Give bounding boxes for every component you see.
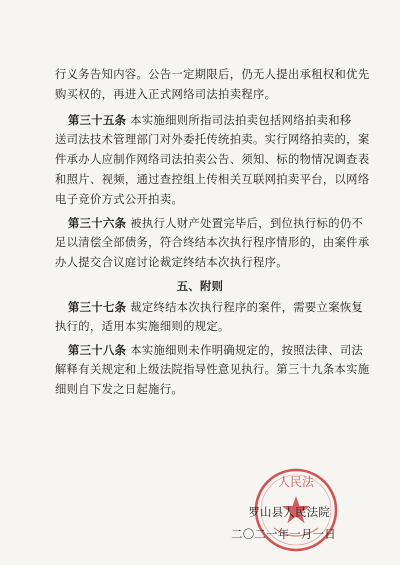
body-line-2: 购买权的，再进入正式网络司法拍卖程序。 [55,88,277,101]
article-35-number: 第三十五条 [68,113,127,127]
seal-text: 人民法 [277,475,315,489]
section-heading: 五、附则 [176,279,224,293]
article-38-line-3: 细则自下发之日起施行。 [55,383,184,396]
article-35-line-2: 送司法技术管理部门对外委托传统拍卖。实行网络拍卖的，案 [55,133,370,146]
body-line-1: 行义务告知内容。公告一定期限后，仍无人提出承租权和优先 [55,68,370,81]
article-36-line-1: 第三十六条 被执行人财产处置完毕后，到位执行标的仍不 [68,216,364,230]
article-37-line-2: 执行的，适用本实施细则的规定。 [55,320,230,333]
article-38-number: 第三十八条 [68,343,127,357]
article-35-line-5: 电子竞价方式公开拍卖。 [55,193,184,206]
article-38-line-2: 解释有关规定和上级法院指导性意见执行。第三十九条本实施 [55,363,370,376]
article-36-number: 第三十六条 [68,216,127,230]
article-35-line-4: 和照片、视频，通过查控组上传相关互联网拍卖平台，以网络 [55,173,370,186]
article-38-line-1: 第三十八条 本实施细则未作明确规定的，按照法律、司法 [68,343,364,357]
article-35-line-1: 第三十五条 本实施细则所指司法拍卖包括网络拍卖和移 [68,113,352,127]
article-37-number: 第三十七条 [68,300,127,314]
signature-date: 二〇二一年一月一日 [231,528,336,541]
article-37-line-1: 第三十七条 裁定终结本次执行程序的案件，需要立案恢复 [68,300,364,314]
signature-org: 罗山县人民法院 [248,506,330,519]
article-36-line-2: 足以清偿全部债务，符合终结本次执行程序情形的，由案件承 [55,236,370,249]
article-36-line-3: 办人提交合议庭讨论裁定终结本次执行程序。 [55,256,288,269]
article-35-line-3: 件承办人应制作网络司法拍卖公告、须知、标的物情况调查表 [55,153,370,166]
